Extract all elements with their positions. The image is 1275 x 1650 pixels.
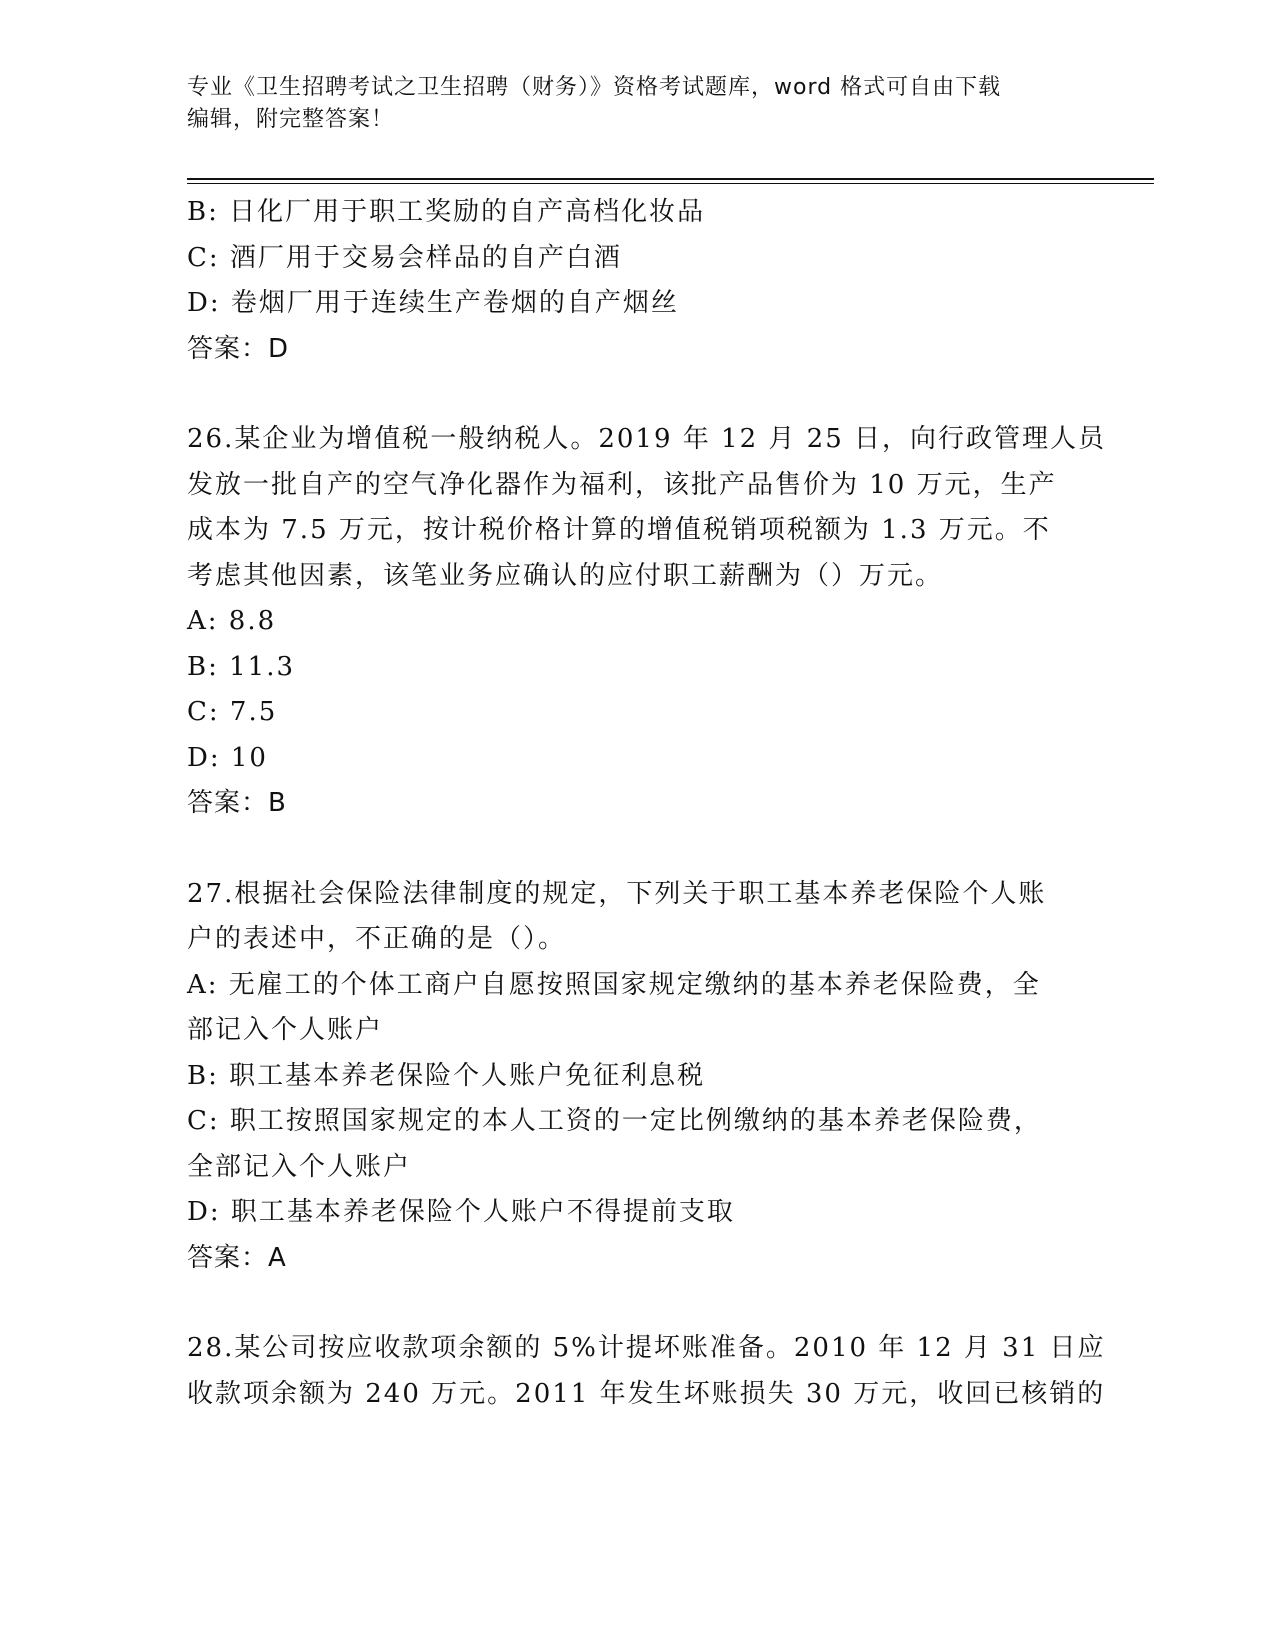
question-25 — [187, 190, 1087, 372]
q25-option-c: C: 酒厂用于交易会样品的自产白酒 — [187, 242, 622, 273]
q28-stem-line-1: 28.某公司按应收款项余额的 5%计提坏账准备。2010 年 12 月 31 日应 — [187, 1333, 1106, 1363]
q27-option-c-line-1: C: 职工按照国家规定的本人工资的一定比例缴纳的基本养老保险费， — [187, 1106, 1042, 1136]
header-divider-thick — [187, 178, 1154, 180]
q27-option-d: D: 职工基本养老保险个人账户不得提前支取 — [187, 1197, 735, 1227]
question-content — [187, 190, 1107, 1417]
q26-stem-line-3: 成本为 7.5 万元，按计税价格计算的增值税销项税额为 1.3 万元。不 — [187, 515, 1051, 545]
q26-answer: 答案：B — [187, 788, 287, 818]
q27-option-b: B: 职工基本养老保险个人账户免征利息税 — [187, 1060, 706, 1091]
question-28 — [187, 1326, 1106, 1417]
header-line-1: 专业《卫生招聘考试之卫生招聘（财务）》资格考试题库，word 格式可自由下载 — [187, 75, 1002, 100]
q26-option-c: C: 7.5 — [187, 697, 278, 727]
header-line-2: 编辑，附完整答案！ — [187, 107, 395, 132]
q26-option-b: B: 11.3 — [187, 651, 296, 682]
q26-stem-line-1: 26.某企业为增值税一般纳税人。2019 年 12 月 25 日，向行政管理人员 — [187, 424, 1107, 454]
q27-stem-line-2: 户的表述中，不正确的是（）。 — [187, 924, 567, 954]
q25-option-d: D: 卷烟厂用于连续生产卷烟的自产烟丝 — [187, 288, 679, 318]
question-27 — [187, 872, 1087, 1282]
q28-stem-line-2: 收款项余额为 240 万元。2011 年发生坏账损失 30 万元，收回已核销的 — [187, 1378, 1106, 1409]
document-header — [187, 72, 1087, 136]
q27-option-c-line-2: 全部记入个人账户 — [187, 1151, 412, 1182]
q27-option-a-line-1: A: 无雇工的个体工商户自愿按照国家规定缴纳的基本养老保险费，全 — [187, 969, 1041, 1000]
q27-option-a-line-2: 部记入个人账户 — [187, 1015, 384, 1045]
q27-stem-line-1: 27.根据社会保险法律制度的规定，下列关于职工基本养老保险个人账 — [187, 878, 1047, 909]
q26-stem-line-2: 发放一批自产的空气净化器作为福利，该批产品售价为 10 万元，生产 — [187, 469, 1057, 500]
question-26 — [187, 417, 1107, 827]
q26-option-d: D: 10 — [187, 742, 268, 773]
header-divider-thin — [187, 183, 1154, 184]
q25-option-b: B: 日化厂用于职工奖励的自产高档化妆品 — [187, 197, 706, 227]
q26-stem-line-4: 考虑其他因素，该笔业务应确认的应付职工薪酬为（）万元。 — [187, 560, 944, 591]
q26-option-a: A: 8.8 — [187, 606, 277, 636]
q25-answer: 答案：D — [187, 333, 290, 364]
q27-answer: 答案：A — [187, 1242, 287, 1273]
